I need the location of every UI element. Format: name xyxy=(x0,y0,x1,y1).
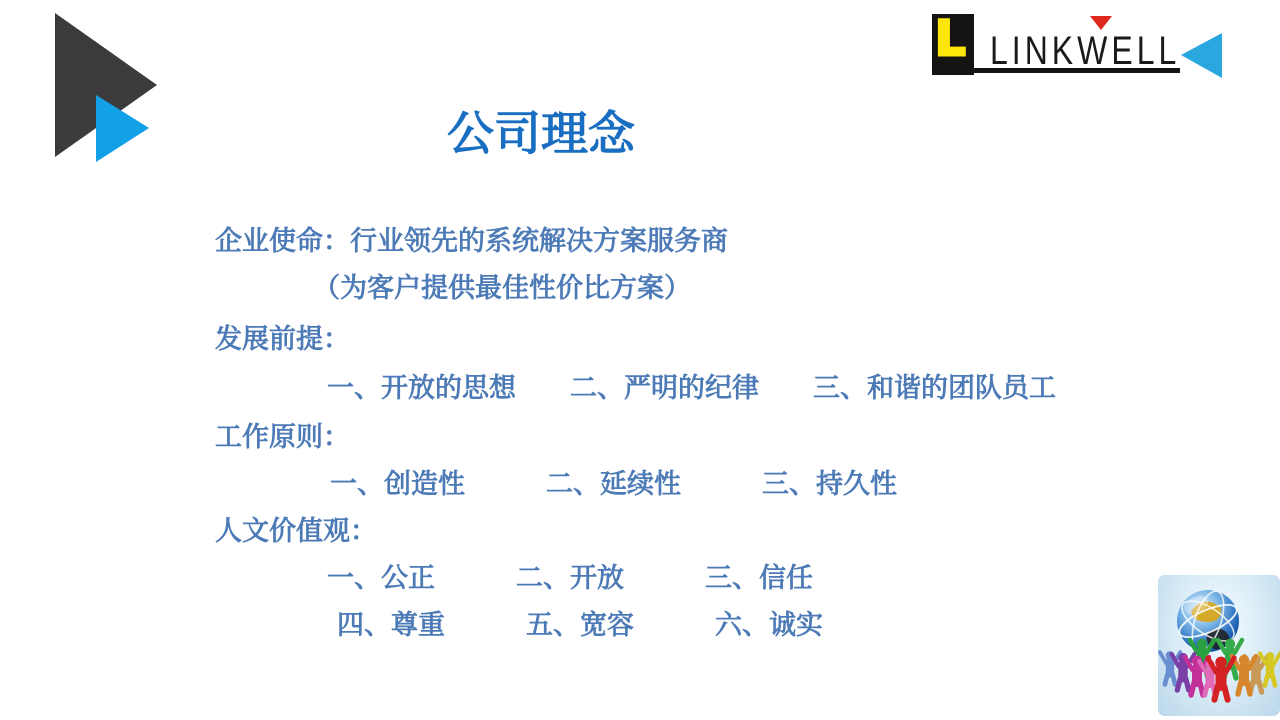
body-line-principle-label: 工作原则： xyxy=(215,422,350,452)
body-line-values-items-2: 四、尊重 五、宽容 六、诚实 xyxy=(337,610,823,640)
logo-wordmark: LINKWELL xyxy=(990,29,1181,73)
body-line-values-items-1: 一、公正 二、开放 三、信任 xyxy=(327,563,813,593)
body-line-values-label: 人文价值观： xyxy=(215,516,377,546)
logo-monogram-letter: L xyxy=(935,11,966,67)
decor-triangle-blue-icon xyxy=(96,95,149,162)
body-line-mission-sub: （为客户提供最佳性价比方案） xyxy=(313,273,691,303)
logo-cyan-triangle-icon xyxy=(1181,33,1222,78)
company-logo xyxy=(930,12,1230,82)
body-line-premise-label: 发展前提： xyxy=(215,324,350,354)
body-line-premise-items: 一、开放的思想 二、严明的纪律 三、和谐的团队员工 xyxy=(327,373,1056,403)
logo-red-triangle-icon xyxy=(1090,16,1112,30)
body-line-mission: 企业使命：行业领先的系统解决方案服务商 xyxy=(215,226,728,256)
globe-people-image xyxy=(1158,575,1280,716)
logo-monogram-block xyxy=(932,11,974,75)
globe-people-illustration xyxy=(1158,575,1280,716)
slide-title: 公司理念 xyxy=(447,107,635,160)
body-line-principle-items: 一、创造性 二、延续性 三、持久性 xyxy=(330,469,897,499)
